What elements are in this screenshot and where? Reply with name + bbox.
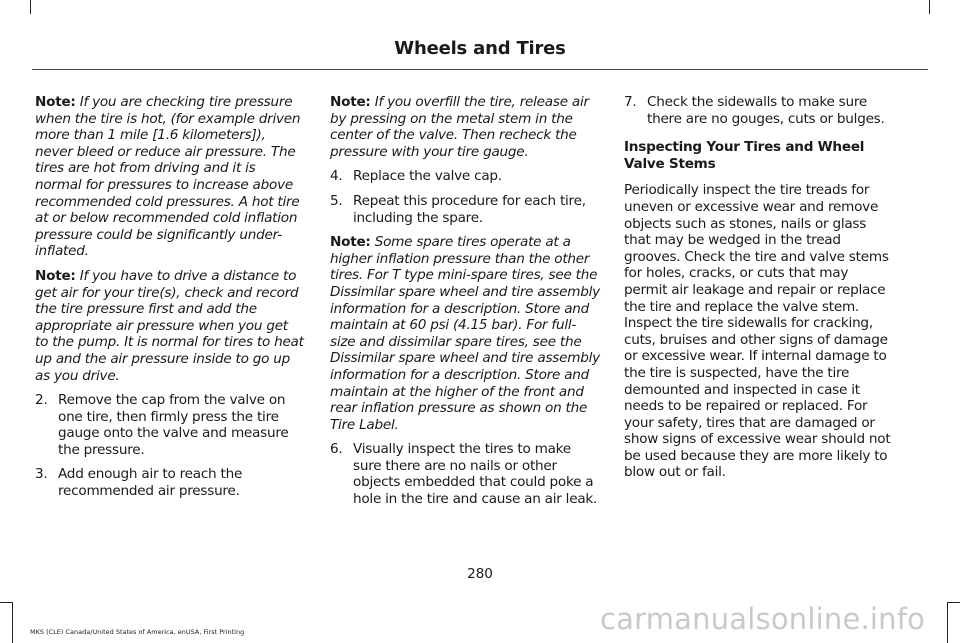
step-text: Add enough air to reach the recommended air pressure. bbox=[58, 466, 243, 500]
print-footer: MKS (CLE) Canada/United States of America, enUSA, First Printing bbox=[30, 628, 245, 636]
column-1 bbox=[35, 94, 305, 508]
header-divider bbox=[32, 69, 928, 70]
crop-mark-bottom-left-h bbox=[0, 602, 12, 603]
step-4 bbox=[330, 168, 600, 185]
inspection-paragraph: Periodically inspect the tire treads for uneven or excessive wear and remove objects such as stones, nails or glass that may be wedged in the tread grooves. Check the tire and valve stems for holes, cracks, or cuts that may permit air leakage and repair or replace the tire and replace the valve stem. Inspect the tire sidewalls for cracking, cuts, bruises and other signs of damage or excessive wear. If internal damage to the tire is suspected, have the tire demounted and inspected in case it needs to be repaired or replaced. For your safety, tires that are damaged or show signs of excessive wear should not be used because they are more likely to blow out or fail. bbox=[624, 182, 891, 481]
note-hot-tire bbox=[35, 94, 305, 260]
step-number: 6. bbox=[330, 441, 343, 458]
column-2 bbox=[330, 94, 600, 516]
note-label: Note: bbox=[35, 94, 76, 110]
crop-mark-bottom-right-h bbox=[948, 602, 960, 603]
page-number: 280 bbox=[467, 566, 493, 582]
crop-mark-top-right bbox=[929, 0, 930, 14]
note-overfill bbox=[330, 94, 600, 160]
note-drive-distance bbox=[35, 268, 305, 384]
step-number: 5. bbox=[330, 192, 343, 209]
section-heading: Inspecting Your Tires and Wheel Valve Stems bbox=[624, 139, 865, 172]
step-number: 4. bbox=[330, 168, 343, 185]
step-text: Replace the valve cap. bbox=[353, 168, 502, 185]
note-text: If you overfill the tire, release air by pressing on the metal stem in the center of the valve. Then recheck the pressure with your tire gauge. bbox=[330, 94, 589, 160]
note-text: If you have to drive a distance to get air for your tire(s), check and record the tire pressure first and add the appropriate air pressure when you get to the pump. It is normal for tires to heat up and the air pressure inside to go up as you drive. bbox=[35, 267, 304, 384]
step-5 bbox=[330, 193, 600, 226]
step-text: Repeat this procedure for each tire, including the spare. bbox=[353, 192, 586, 226]
page-title: Wheels and Tires bbox=[394, 38, 566, 59]
step-7 bbox=[624, 94, 894, 127]
note-label: Note: bbox=[330, 94, 371, 110]
step-6 bbox=[330, 441, 600, 507]
note-text: Some spare tires operate at a higher inflation pressure than the other tires. For T type mini-spare tires, see the Dissimilar spare wheel and tire assembly information for a description. Store and maintain at 60 psi (4.15 bar). For full-size and dissimilar spare tires, see the Dissimilar spare wheel and tire assembly information for a description. Store and maintain at the higher of the front and rear inflation pressure as shown on the Tire Label. bbox=[330, 234, 600, 433]
crop-mark-top-left bbox=[30, 0, 31, 14]
note-label: Note: bbox=[35, 267, 76, 284]
step-text: Visually inspect the tires to make sure there are no nails or other objects embedded that could poke a hole in the tire and cause an air leak. bbox=[353, 441, 598, 508]
step-text: Remove the cap from the valve on one tire, then firmly press the tire gauge onto the valve and measure the pressure. bbox=[58, 392, 289, 458]
watermark: carmanualsonline.info bbox=[600, 602, 926, 636]
note-spare-tires bbox=[330, 234, 600, 433]
note-text: If you are checking tire pressure when the tire is hot, (for example driven more than 1 mile [1.6 kilometers]), never bleed or reduce air pressure. The tires are hot from driving and it is normal for pressures to increase above recommended cold pressures. A hot tire at or below recommended cold inflation pressure could be significantly under-inflated. bbox=[35, 94, 301, 260]
step-2 bbox=[35, 392, 305, 458]
step-number: 3. bbox=[35, 466, 48, 483]
step-number: 2. bbox=[35, 392, 48, 409]
step-number: 7. bbox=[624, 94, 637, 110]
column-3 bbox=[624, 94, 894, 489]
note-label: Note: bbox=[330, 234, 371, 251]
crop-mark-bottom-left-v bbox=[12, 602, 13, 643]
step-3 bbox=[35, 466, 305, 499]
crop-mark-bottom-right-v bbox=[947, 602, 948, 643]
step-text: Check the sidewalls to make sure there are no gouges, cuts or bulges. bbox=[647, 94, 885, 127]
